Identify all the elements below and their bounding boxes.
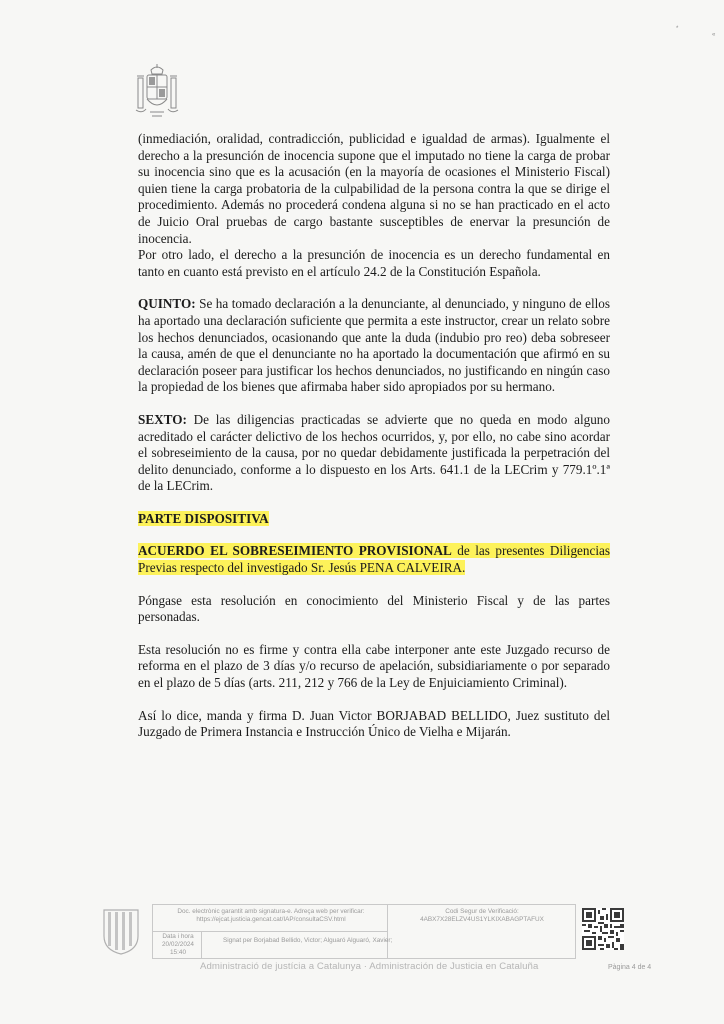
parte-dispositiva-heading: PARTE DISPOSITIVA xyxy=(138,510,269,526)
signed-by-text: Signat per Borjabad Bellido, Victor; Alguaró Alguaró, Xavier; xyxy=(223,937,393,944)
generalitat-logo-icon xyxy=(100,906,142,956)
date-cell xyxy=(157,933,199,957)
csv-code: 4ABX7X28ELZV4US1YLKIXABAGPTAFUX xyxy=(420,916,544,923)
paragraph-quinto xyxy=(138,296,610,396)
paragraph-fundamental-right: Por otro lado, el derecho a la presunción de inocencia es un derecho fundamental en tanto en cuanto está previsto en el artículo 24.2 de la Constitución Española. xyxy=(138,247,610,279)
csv-label: Codi Segur de Verificació: xyxy=(445,908,519,915)
section-heading xyxy=(138,511,610,528)
paragraph-acuerdo xyxy=(138,543,610,576)
sexto-label: SEXTO: xyxy=(138,411,187,427)
verification-footer xyxy=(152,904,576,959)
csv-cell xyxy=(393,908,571,924)
paragraph-appeal: Esta resolución no es firme y contra ella cabe interponer ante este Juzgado recurso de reforma en el plazo de 3 días y/o recurso de apelación, subsidiariamente o por separado en el plazo de 5 días (arts. 211, 212 y 766 de la Ley de Enjuiciamiento Criminal). xyxy=(138,641,610,691)
quinto-label: QUINTO: xyxy=(138,296,196,312)
paragraph-presumption: (inmediación, oralidad, contradicción, publicidad e igualdad de armas). Igualmente el derecho a la presunción de inocencia supone que el imputado no tiene la carga de probar su inocencia sino que es la acusación (en la mayoría de ocasiones el Ministerio Fiscal) quien tiene la carga probatoria de la culpabilidad de la persona contra la que se dirige el procedimiento. Además no procederá condena alguna si no se han practicado en el acto de Juicio Oral pruebas de cargo bastante susceptibles de enervar la presunción de inocencia. xyxy=(138,131,610,246)
paragraph-notification: Póngase esta resolución en conocimiento del Ministerio Fiscal y de las partes personadas. xyxy=(138,592,610,625)
verification-text-cell xyxy=(157,908,385,924)
margin-mark-b: « xyxy=(712,32,716,38)
date-label: Data i hora xyxy=(162,933,194,940)
quinto-text: Se ha tomado declaración a la denunciante, al denunciado, y ninguno de ellos ha aportado una declaración suficiente que permita a este instructor, crear un relato sobre los hechos denunciados, ocasionando que ante la duda (indubio pro reo) deba sobreseer la causa, amén de que el denunciante no ha aportado la documentación que afirmó en su declaración poseer para justificar los hechos denunciados, no justificando en ningún caso la propiedad de los bienes que afirmaba haber sido apropiados por su hermano. xyxy=(138,296,610,395)
paragraph-sexto xyxy=(138,412,610,495)
verification-url[interactable]: https://ejcat.justicia.gencat.cat/IAP/consultaCSV.html xyxy=(196,916,346,923)
sexto-text: De las diligencias practicadas se advierte que no queda en modo alguno acreditado el carácter delictivo de los hechos ocurridos, y, por ello, no cabe sino acordar el sobreseimiento de la causa, por no quedar debidamente justificada la perpetración del delito denunciado, conforme a lo dispuesto en los Arts. 641.1 de la LECrim y 779.1º.1ª de la LECrim. xyxy=(138,411,610,494)
document-body xyxy=(138,131,610,757)
administration-footer-line: Administració de justícia a Catalunya · Administración de Justicia en Cataluña xyxy=(200,961,539,972)
doc-guarantee-text: Doc. electrònic garantit amb signatura-e. Adreça web per verificar: xyxy=(177,908,365,915)
time-value: 15:40 xyxy=(170,949,186,956)
paragraph-signature: Así lo dice, manda y firma D. Juan Victor BORJABAD BELLIDO, Juez sustituto del Juzgado de Primera Instancia e Instrucción Único de Vielha e Mijarán. xyxy=(138,707,610,740)
acuerdo-rest: de las presentes Diligencias Previas respecto del investigado Sr. Jesús PENA CALVEIRA. xyxy=(138,543,610,576)
page-number: Pàgina 4 de 4 xyxy=(608,964,652,971)
date-value: 20/02/2024 xyxy=(162,941,194,948)
margin-mark-a: * xyxy=(676,26,679,32)
spain-coat-of-arms-icon xyxy=(134,64,180,122)
qr-code-icon xyxy=(582,908,624,950)
acuerdo-bold: ACUERDO EL SOBRESEIMIENTO PROVISIONAL xyxy=(138,543,452,559)
